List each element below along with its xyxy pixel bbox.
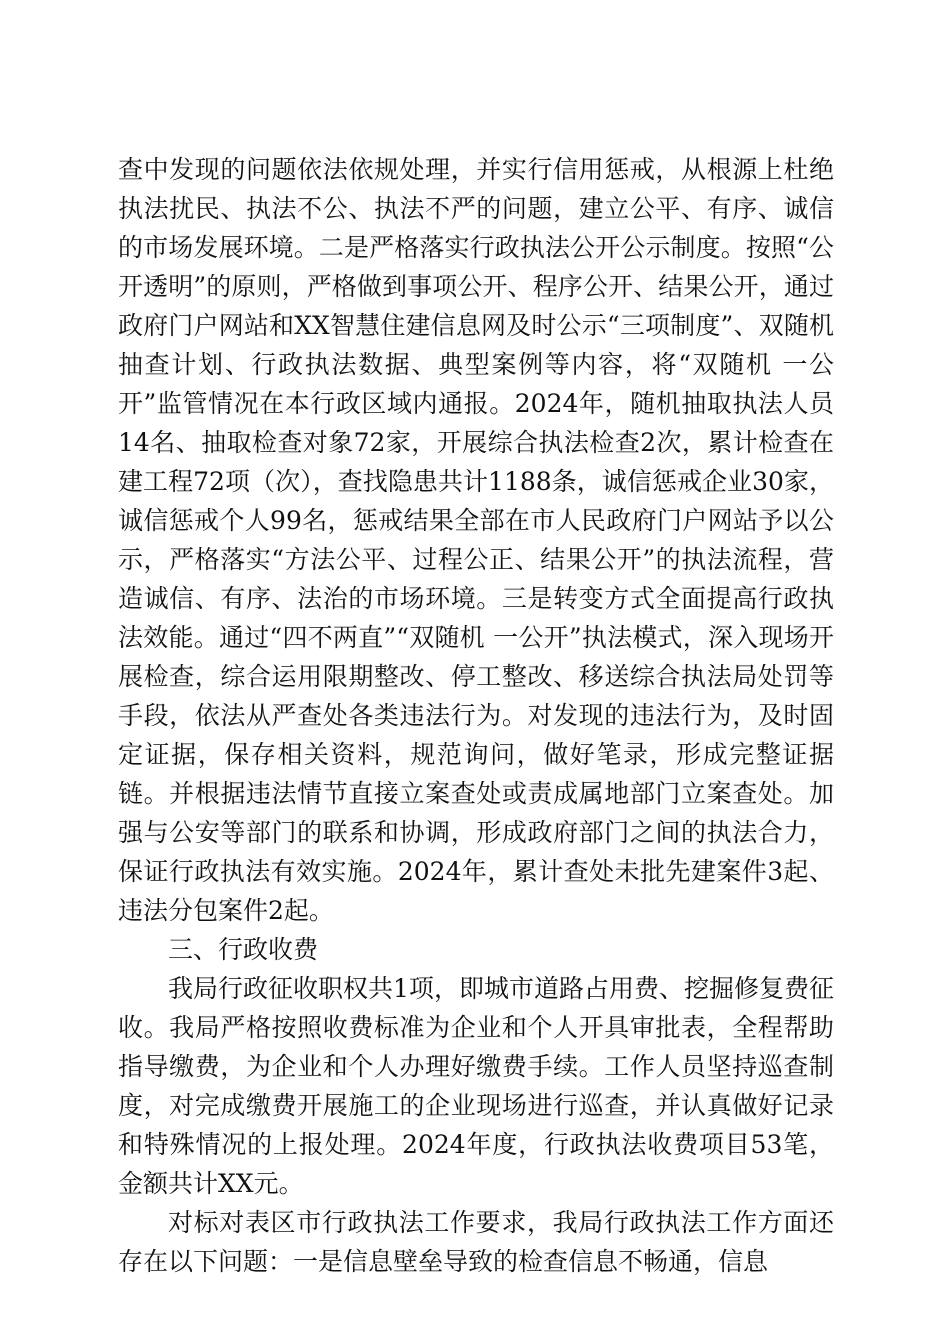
section-heading: 三、行政收费	[168, 935, 319, 964]
body-paragraph-1: 查中发现的问题依法依规处理，并实行信用惩戒，从根源上杜绝执法扰民、执法不公、执法不严的问题，建立公平、有序、诚信的市场发展环境。二是严格落实行政执法公开公示制度。按照“公开透明”的原则，严格做到事项公开、程序公开、结果公开，通过政府门户网站和XX智慧住建信息网及时公示“三项制度”、双随机抽查计划、行政执法数据、典型案例等内容，将“双随机 一公开”监管情况在本行政区域内通报。2024年，随机抽取执法人员14名、抽取检查对象72家，开展综合执法检查2次，累计检查在建工程72项（次），查找隐患共计1188条，诚信惩戒企业30家，诚信惩戒个人99名，惩戒结果全部在市人民政府门户网站予以公示，严格落实“方法公平、过程公正、结果公开”的执法流程，营造诚信、有序、法治的市场环境。三是转变方式全面提高行政执法效能。通过“四不两直”“双随机 一公开”执法模式，深入现场开展检查，综合运用限期整改、停工整改、移送综合执法局处罚等手段，依法从严查处各类违法行为。对发现的违法行为，及时固定证据，保存相关资料，规范询问，做好笔录，形成完整证据链。并根据违法情节直接立案查处或责成属地部门立案查处。加强与公安等部门的联系和协调，形成政府部门之间的执法合力，保证行政执法有效实施。2024年，累计查处未批先建案件3起、违法分包案件2起。	[118, 155, 834, 925]
body-paragraph-2: 我局行政征收职权共1项，即城市道路占用费、挖掘修复费征收。我局严格按照收费标准为企业和个人开具审批表，全程帮助指导缴费，为企业和个人办理好缴费手续。工作人员坚持巡查制度，对完成缴费开展施工的企业现场进行巡查，并认真做好记录和特殊情况的上报处理。2024年度，行政执法收费项目53笔，金额共计XX元。	[118, 974, 834, 1198]
body-paragraph-3: 对标对表区市行政执法工作要求，我局行政执法工作方面还存在以下问题：一是信息壁垒导致的检查信息不畅通，信息	[118, 1208, 834, 1276]
document-body	[118, 150, 834, 1281]
